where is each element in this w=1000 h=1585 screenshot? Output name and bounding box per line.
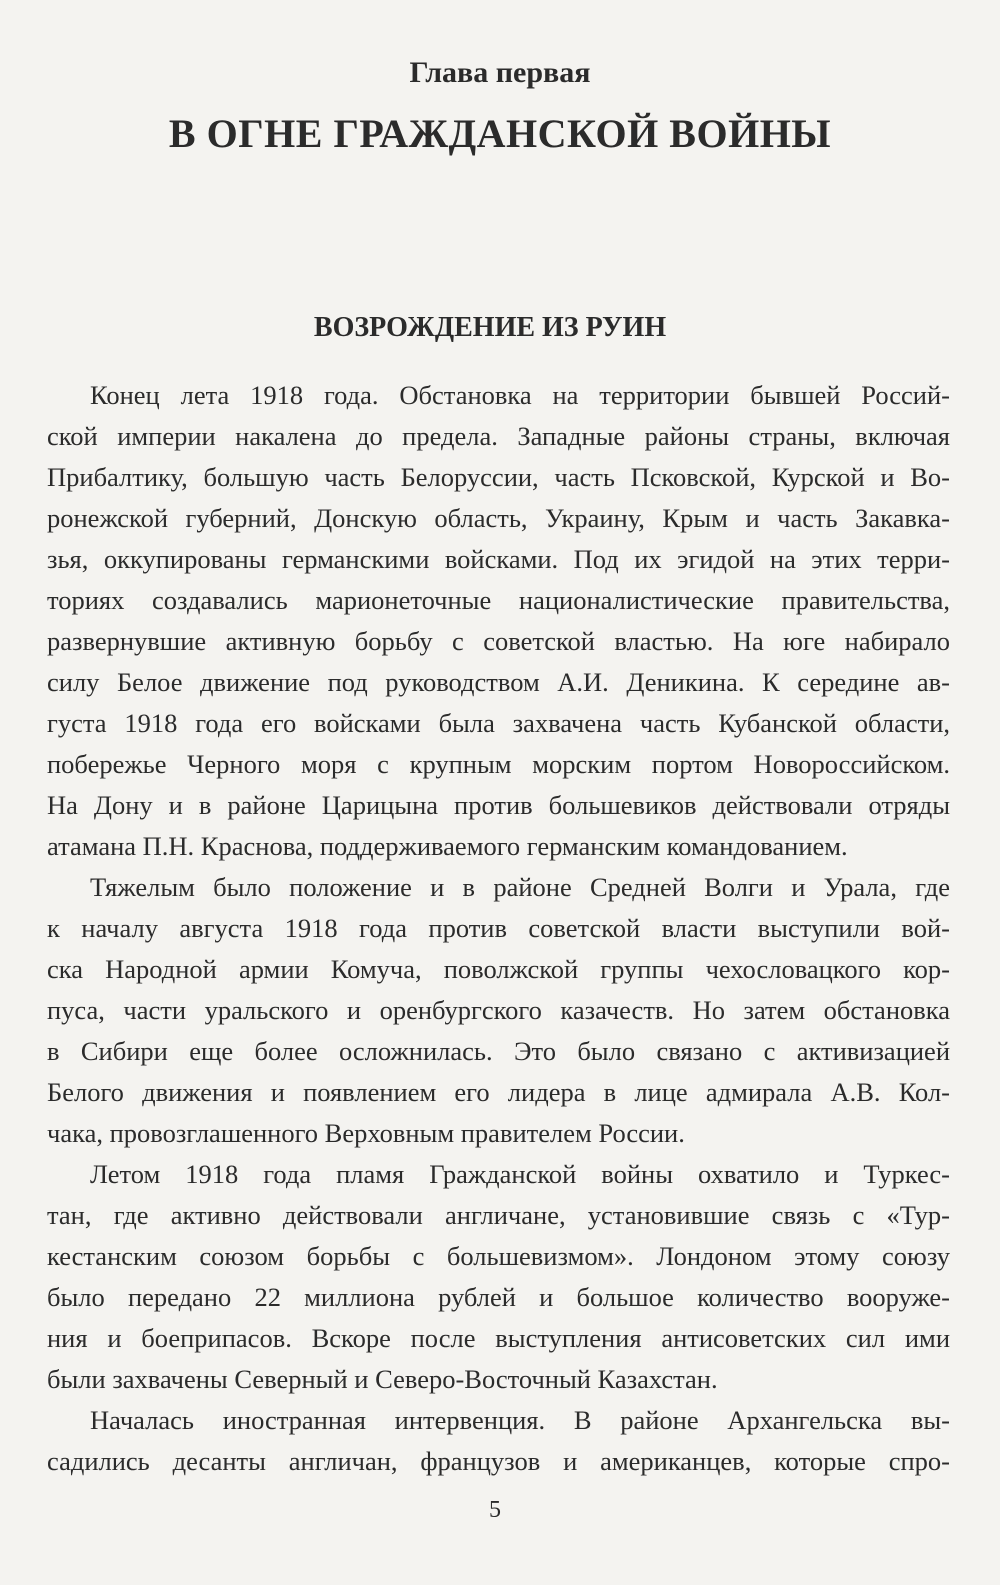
chapter-title: В ОГНЕ ГРАЖДАНСКОЙ ВОЙНЫ — [168, 111, 832, 156]
page-number: 5 — [489, 1497, 501, 1523]
paragraph — [47, 375, 950, 867]
text-line: чака, провозглашенного Верховным правителем России. — [47, 1118, 685, 1148]
text-line: тан, где активно действовали англичане, установившие связь с «Тур- — [47, 1200, 950, 1230]
text-line: Летом 1918 года пламя Гражданской войны охватило и Туркес- — [90, 1159, 950, 1189]
text-line: ской империи накалена до предела. Западные районы страны, включая — [47, 421, 950, 451]
text-line: Началась иностранная интервенция. В районе Архангельска вы- — [90, 1405, 950, 1435]
text-line: было передано 22 миллиона рублей и большое количество вооруже- — [47, 1282, 950, 1312]
text-line: густа 1918 года его войсками была захвачена часть Кубанской области, — [47, 708, 950, 738]
text-line: к началу августа 1918 года против советской власти выступили вой- — [47, 913, 950, 943]
text-line: силу Белое движение под руководством А.И. Деникина. К середине ав- — [47, 667, 950, 697]
text-line: ториях создавались марионеточные националистические правительства, — [47, 585, 950, 615]
section-title: ВОЗРОЖДЕНИЕ ИЗ РУИН — [313, 312, 667, 343]
text-line: ронежской губерний, Донскую область, Украину, Крым и часть Закавка- — [47, 503, 950, 533]
text-line: атамана П.Н. Краснова, поддерживаемого германским командованием. — [47, 831, 848, 861]
paragraph — [47, 1400, 950, 1482]
body-text — [47, 375, 950, 1482]
text-line: Конец лета 1918 года. Обстановка на территории бывшей Россий- — [90, 380, 950, 410]
text-line: кестанским союзом борьбы с большевизмом». Лондоном этому союзу — [47, 1241, 950, 1271]
paragraph — [47, 867, 950, 1154]
text-line: пуса, части уральского и оренбургского казачеств. Но затем обстановка — [47, 995, 950, 1025]
paragraph — [47, 1154, 950, 1400]
text-line: в Сибири еще более осложнилась. Это было связано с активизацией — [47, 1036, 950, 1066]
text-line: ния и боеприпасов. Вскоре после выступления антисоветских сил ими — [47, 1323, 950, 1353]
text-line: побережье Черного моря с крупным морским портом Новороссийском. — [47, 749, 950, 779]
text-line: На Дону и в районе Царицына против большевиков действовали отряды — [47, 790, 950, 820]
text-line: садились десанты англичан, французов и американцев, которые спро- — [47, 1446, 950, 1476]
text-line: Прибалтику, большую часть Белоруссии, часть Псковской, Курской и Во- — [47, 462, 950, 492]
text-line: были захвачены Северный и Северо-Восточный Казахстан. — [47, 1364, 718, 1394]
text-line: ска Народной армии Комуча, поволжской группы чехословацкого кор- — [47, 954, 950, 984]
text-line: Белого движения и появлением его лидера в лице адмирала А.В. Кол- — [47, 1077, 950, 1107]
chapter-label: Глава первая — [409, 56, 591, 89]
text-line: Тяжелым было положение и в районе Средней Волги и Урала, где — [90, 872, 950, 902]
text-line: зья, оккупированы германскими войсками. Под их эгидой на этих терри- — [47, 544, 950, 574]
text-line: развернувшие активную борьбу с советской властью. На юге набирало — [47, 626, 950, 656]
